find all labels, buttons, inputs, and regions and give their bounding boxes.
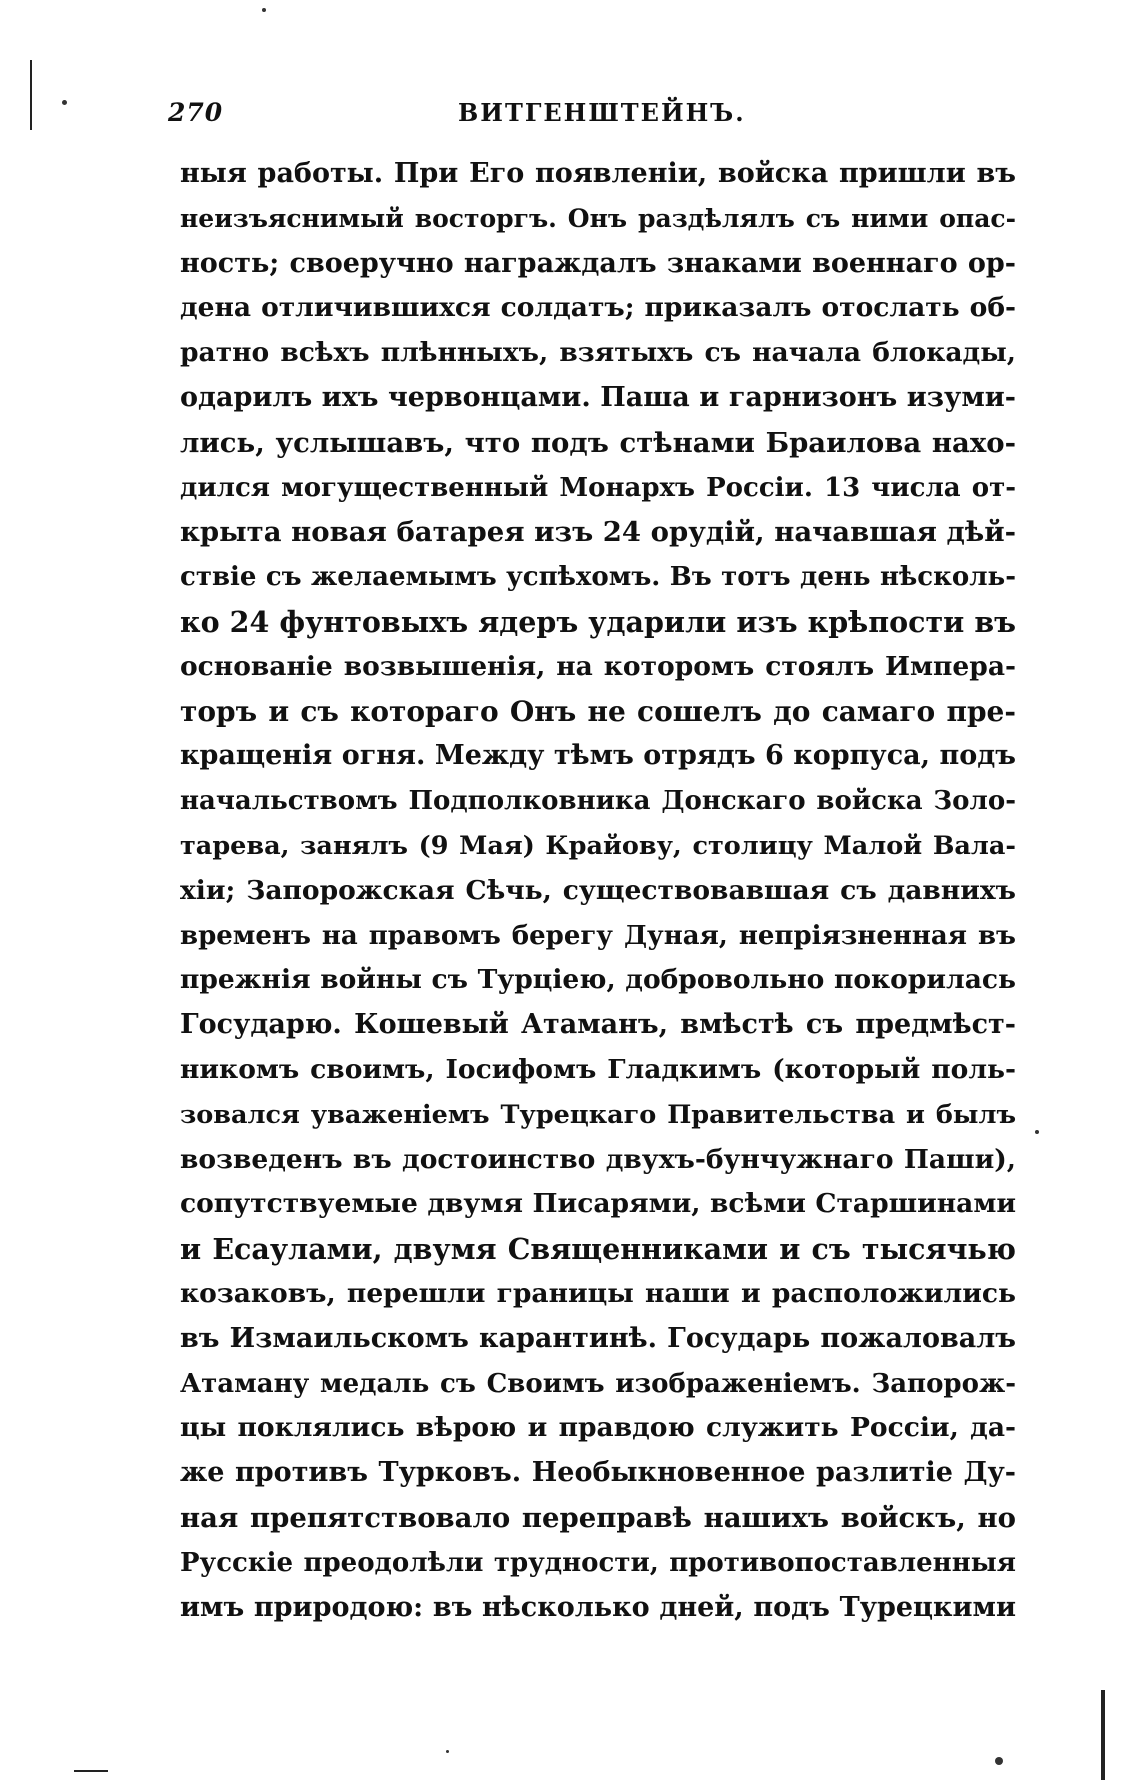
text-line: ная препятствовало переправѣ нашихъ войскъ, но <box>180 1501 1016 1534</box>
text-line: сопутствуемые двумя Писарями, всѣми Старшинами <box>180 1188 1016 1220</box>
text-line: никомъ своимъ, Іосифомъ Гладкимъ (который поль- <box>180 1053 1016 1085</box>
text-line: ствіе съ желаемымъ успѣхомъ. Въ тотъ день нѣсколь- <box>180 562 1016 593</box>
text-line: ратно всѣхъ плѣнныхъ, взятыхъ съ начала блокады, <box>180 337 1016 369</box>
text-line: хіи; Запорожская Сѣчь, существовавшая съ давнихъ <box>180 874 1016 906</box>
scan-speck <box>262 8 266 12</box>
text-line: основаніе возвышенія, на которомъ стоялъ Импера- <box>180 650 1016 682</box>
text-line: неизъяснимый восторгъ. Онъ раздѣлялъ съ ними опас- <box>180 203 1016 233</box>
text-line: ность; своеручно награждалъ знаками военнаго ор- <box>180 247 1016 279</box>
text-line: имъ природою: въ нѣсколько дней, подъ Турецкими <box>180 1591 1016 1623</box>
text-line: торъ и съ котораго Онъ не сошелъ до самаго пре- <box>180 694 1016 728</box>
scan-edge-mark <box>1101 1690 1105 1780</box>
text-line: кращенія огня. Между тѣмъ отрядъ 6 корпуса, подъ <box>180 740 1016 772</box>
body-text <box>180 152 1016 1630</box>
page-header <box>168 98 1016 138</box>
scan-speck <box>446 1750 449 1753</box>
text-line: Русскіе преодолѣли трудности, противопоставленныя <box>180 1547 1016 1578</box>
text-line: Атаману медаль съ Своимъ изображеніемъ. Запорож- <box>180 1368 1016 1399</box>
scan-edge-mark <box>30 60 32 130</box>
text-line: ко 24 фунтовыхъ ядеръ ударили изъ крѣпости въ <box>180 604 1016 639</box>
text-line: прежнія войны съ Турціею, добровольно покорилась <box>180 964 1016 996</box>
text-line: же противъ Турковъ. Необыкновенное разлитіе Ду- <box>180 1457 1016 1489</box>
text-line: дена отличившихся солдатъ; приказалъ отослать об- <box>180 292 1016 324</box>
text-line: возведенъ въ достоинство двухъ-бунчужнаго Паши), <box>180 1143 1016 1175</box>
text-line: одарилъ ихъ червонцами. Паша и гарнизонъ изуми- <box>180 381 1016 413</box>
text-line: тарева, занялъ (9 Мая) Крайову, столицу Малой Вала- <box>180 830 1016 861</box>
scan-edge-mark <box>74 1770 108 1772</box>
text-line: цы поклялись вѣрою и правдою служить Россіи, да- <box>180 1412 1016 1444</box>
text-line: временъ на правомъ берегу Дуная, непріязненная въ <box>180 920 1016 951</box>
scan-speck <box>62 100 67 105</box>
running-head: ВИТГЕНШТЕЙНЪ. <box>458 98 746 127</box>
text-line: крыта новая батарея изъ 24 орудій, начавшая дѣй- <box>180 516 1016 549</box>
text-line: лись, услышавъ, что подъ стѣнами Браилова нахо- <box>180 426 1016 459</box>
page-number: 270 <box>168 98 224 127</box>
text-line: козаковъ, перешли границы наши и расположились <box>180 1277 1016 1309</box>
text-line: начальствомъ Подполковника Донскаго войска Золо- <box>180 786 1016 817</box>
text-line: ныя работы. При Его появленіи, войска пришли въ <box>180 158 1016 189</box>
text-line: и Есаулами, двумя Священниками и съ тысячью <box>180 1232 1016 1267</box>
scan-speck <box>1035 1130 1039 1134</box>
text-line: въ Измаильскомъ карантинѣ. Государь пожаловалъ <box>180 1322 1016 1354</box>
text-line: Государю. Кошевый Атаманъ, вмѣстѣ съ предмѣст- <box>180 1009 1016 1041</box>
text-line: дился могущественный Монархъ Россіи. 13 числа от- <box>180 472 1016 503</box>
text-line: зовался уваженіемъ Турецкаго Правительства и былъ <box>180 1099 1016 1130</box>
scan-speck <box>995 1757 1003 1765</box>
